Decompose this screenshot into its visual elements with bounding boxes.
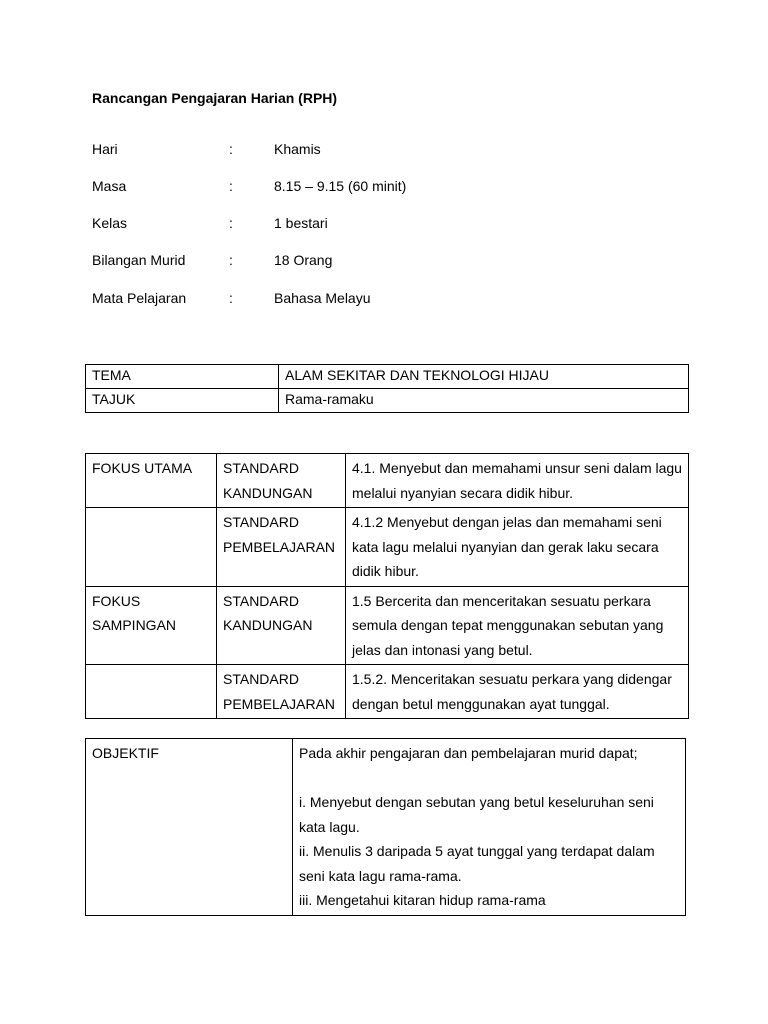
standard-text-cell: 4.1.2 Menyebut dengan jelas dan memahami seni kata lagu melalui nyanyian dan gerak laku secara didik hibur. <box>346 508 689 587</box>
standard-cell: STANDARD PEMBELAJARAN <box>217 508 346 587</box>
objektif-intro: Pada akhir pengajaran dan pembelajaran murid dapat; <box>299 745 638 761</box>
table-row <box>86 586 689 665</box>
objektif-label: OBJEKTIF <box>86 739 293 916</box>
fokus-table <box>85 453 689 719</box>
info-label: Hari <box>92 141 118 157</box>
table-row <box>86 739 686 916</box>
table-row <box>86 665 689 719</box>
info-colon: : <box>229 215 233 231</box>
focus-cell: FOKUS UTAMA <box>86 454 217 508</box>
standard-text-cell: 1.5 Bercerita dan menceritakan sesuatu perkara semula dengan tepat menggunakan sebutan yang jelas dan intonasi yang betul. <box>346 586 689 665</box>
standard-cell: STANDARD PEMBELAJARAN <box>217 665 346 719</box>
focus-cell: FOKUS SAMPINGAN <box>86 586 217 665</box>
info-value: Khamis <box>274 141 321 157</box>
objektif-item: iii. Mengetahui kitaran hidup rama-rama <box>299 892 546 908</box>
table-row <box>86 365 689 389</box>
objektif-item: i. Menyebut dengan sebutan yang betul keseluruhan seni kata lagu. <box>299 794 654 835</box>
info-value: 1 bestari <box>274 215 328 231</box>
info-value: 8.15 – 9.15 (60 minit) <box>274 178 407 194</box>
info-value: 18 Orang <box>274 252 333 268</box>
table-row <box>86 508 689 587</box>
page-title: Rancangan Pengajaran Harian (RPH) <box>92 90 338 106</box>
info-label: Mata Pelajaran <box>92 290 187 306</box>
info-label: Kelas <box>92 215 128 231</box>
tema-label: TEMA <box>86 365 279 389</box>
spacer <box>299 766 679 791</box>
objektif-table <box>85 738 686 916</box>
info-colon: : <box>229 290 233 306</box>
objektif-content <box>293 739 686 916</box>
standard-cell: STANDARD KANDUNGAN <box>217 454 346 508</box>
tajuk-value: Rama-ramaku <box>279 389 689 413</box>
standard-cell: STANDARD KANDUNGAN <box>217 586 346 665</box>
focus-cell <box>86 508 217 587</box>
table-row <box>86 389 689 413</box>
objektif-item: ii. Menulis 3 daripada 5 ayat tunggal yang terdapat dalam seni kata lagu rama-rama. <box>299 843 655 884</box>
tajuk-label: TAJUK <box>86 389 279 413</box>
info-value: Bahasa Melayu <box>274 290 371 306</box>
table-row <box>86 454 689 508</box>
standard-text-cell: 4.1. Menyebut dan memahami unsur seni dalam lagu melalui nyanyian secara didik hibur. <box>346 454 689 508</box>
info-label: Bilangan Murid <box>92 252 186 268</box>
info-colon: : <box>229 178 233 194</box>
info-label: Masa <box>92 178 127 194</box>
focus-cell <box>86 665 217 719</box>
info-colon: : <box>229 252 233 268</box>
info-colon: : <box>229 141 233 157</box>
tema-table <box>85 364 689 413</box>
standard-text-cell: 1.5.2. Menceritakan sesuatu perkara yang didengar dengan betul menggunakan ayat tunggal. <box>346 665 689 719</box>
tema-value: ALAM SEKITAR DAN TEKNOLOGI HIJAU <box>279 365 689 389</box>
